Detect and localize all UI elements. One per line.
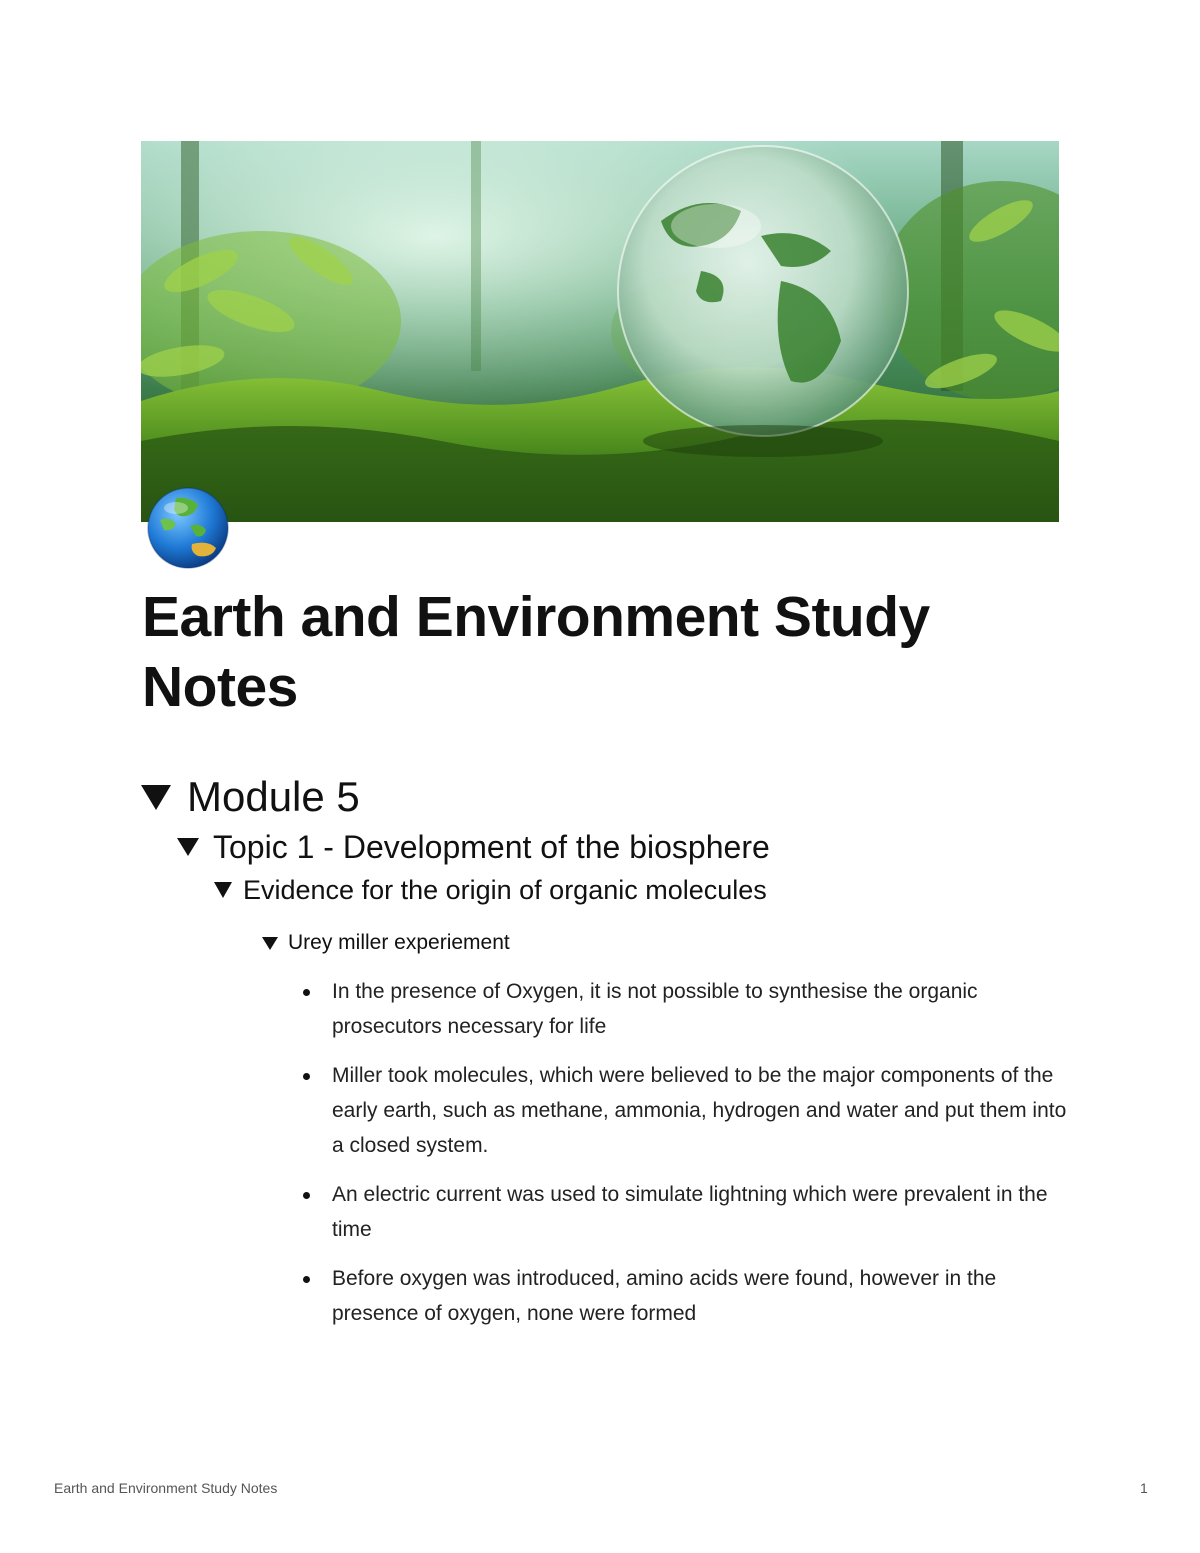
toggle-module-label: Module 5 xyxy=(187,773,360,820)
globe-asia-australia-icon xyxy=(146,486,230,570)
list-item-text: Miller took molecules, which were believed to be the major components of the early earth, such as methane, ammonia, hydrogen and water and put them into a closed system. xyxy=(332,1064,1067,1157)
bullet-dot-icon xyxy=(303,989,310,996)
list-item xyxy=(300,1177,1070,1247)
toggle-module[interactable] xyxy=(141,771,360,823)
list-item xyxy=(300,1261,1070,1331)
toggle-topic[interactable] xyxy=(177,826,770,868)
cover-illustration xyxy=(141,141,1059,522)
bullet-list xyxy=(300,974,1070,1345)
list-item-text: In the presence of Oxygen, it is not possible to synthesise the organic prosecutors necessary for life xyxy=(332,980,978,1038)
footer-document-title: Earth and Environment Study Notes xyxy=(54,1480,278,1496)
toggle-triangle-icon[interactable] xyxy=(177,838,199,856)
toggle-subsection[interactable] xyxy=(262,929,510,957)
bullet-dot-icon xyxy=(303,1276,310,1283)
toggle-section[interactable] xyxy=(214,872,767,908)
list-item-text: An electric current was used to simulate lightning which were prevalent in the time xyxy=(332,1183,1048,1241)
bullet-dot-icon xyxy=(303,1073,310,1080)
toggle-section-label: Evidence for the origin of organic molecules xyxy=(243,874,767,905)
list-item-text: Before oxygen was introduced, amino acids were found, however in the presence of oxygen, none were formed xyxy=(332,1267,997,1325)
cover-image xyxy=(141,141,1059,522)
page-title: Earth and Environment Study Notes xyxy=(142,585,930,719)
list-item xyxy=(300,974,1070,1044)
toggle-subsection-label: Urey miller experiement xyxy=(288,931,510,954)
toggle-triangle-icon[interactable] xyxy=(214,882,232,898)
toggle-triangle-icon[interactable] xyxy=(262,937,278,950)
page-number: 1 xyxy=(1140,1480,1148,1496)
list-item xyxy=(300,1058,1070,1163)
toggle-triangle-icon[interactable] xyxy=(141,785,171,810)
toggle-topic-label: Topic 1 - Development of the biosphere xyxy=(213,828,770,865)
bullet-dot-icon xyxy=(303,1192,310,1199)
